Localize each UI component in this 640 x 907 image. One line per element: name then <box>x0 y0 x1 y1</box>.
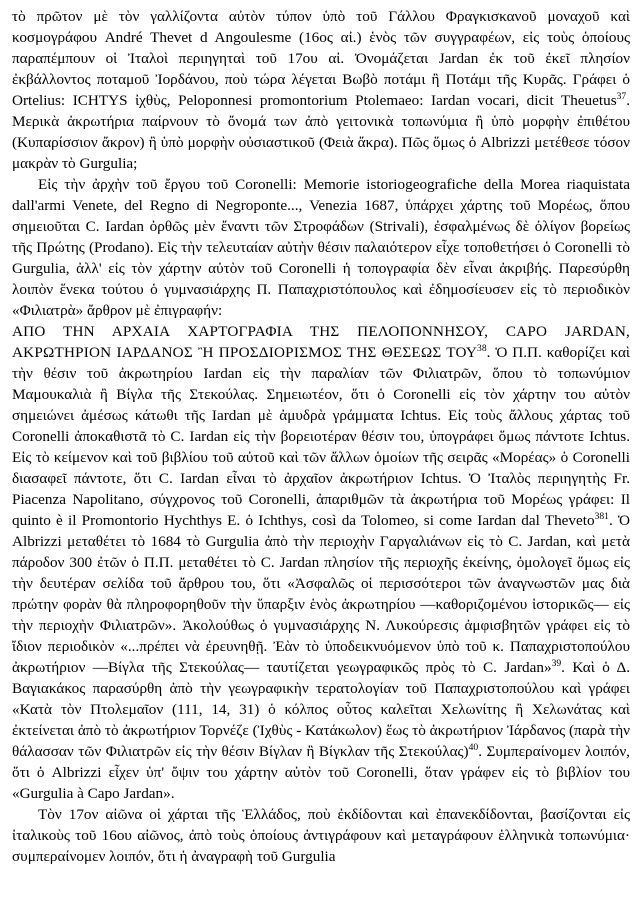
paragraph-1-text: τὸ πρῶτον μὲ τὸν γαλλίζοντα αὐτὸν τύπον ὑπὸ τοῦ Γάλλου Φραγκισκανοῦ μοναχοῦ καὶ κοσμογράφου André Thevet d Angoulesme (16ος αἰ.) ἑνὸς τῶν συγγραφέων, εἰς τοὺς ὁποίους παραπέμπουν οἱ Ἰταλοὶ περιηγηταὶ τοῦ 17ου αἰ. Ὀνομάζεται Jardan ἐκ τοῦ ἐκεῖ πλησίον ἐκβάλλοντος ποταμοῦ Ἰορδάνου, ποὺ τώρα λέγεται Βωβὸ ποτάμι ἢ Ποτάμι τῆς Κυρᾶς. Γράφει ὁ Ortelius: ICHTYS ἰχθὺς, Peloponnesi promontorium Ptolemaeo: Iardan vocari, dicit Theuetus <box>12 8 630 109</box>
paragraph-3 <box>12 321 630 804</box>
paragraph-2 <box>12 174 630 321</box>
footnote-marker-40: 40 <box>468 742 479 753</box>
paragraph-3-text-after: . Ὁ Π.Π. καθορίζει καὶ τὴν θέσιν τοῦ ἀκρωτηρίου Iardan εἰς τὴν παραλίαν τῶν Φιλιατρῶν, ὅπου τὸ τοπωνύμιον Μαμουκαλιὰ ἢ Βίγλα τῆς Στεκούλας. Σημειωτέον, ὅτι ὁ Coronelli εἰς τὸν χάρτην του αὐτὸν σημειώνει ἀμέσως κάτωθι τῆς Iardan μὲ ἀμυδρὰ γράμματα Ichtus. Εἰς τοὺς ἄλλους χάρτας τοῦ Coronelli ἀποκαθιστᾶ τὸ C. Iardan εἰς τὴν βορειοτέραν θέσιν του, ὑπογράφει ὅμως πάντοτε Ichtus. Εἰς τὸ κείμενον καὶ τοῦ βιβλίου τοῦ αὐτοῦ καὶ τῶν ἄλλων ὁμοίων τῆς σειρᾶς «Μορέας» ὁ Coronelli διασαφεῖ πάντοτε, ὅτι C. Iardan εἶναι τὸ ἀρχαῖον ἀκρωτήριον Ichtus. Ὁ Ἰταλὸς περιηγητὴς Fr. Piacenza Napolitano, σύγχρονος τοῦ Coronelli, ἀπαριθμῶν τὰ ἀκρωτήρια τοῦ Μορέως γράφει: Il quinto è il Promontorio Hychthys E. ὁ Ichthys, così da Tolomeo, si come Iardan dal Thevetο <box>12 344 631 529</box>
paragraph-3-text-after-3: . Καὶ ὁ Δ. Βαγιακάκος παρασύρθη ἀπὸ τὴν γεωγραφικὴν τερατολογίαν τοῦ Παπαχριστοπούλου καὶ γράφει «Κατὰ τὸν Πτολεμαῖον (111, 14, 31) ὁ κόλπος οὗτος καλεῖται Χελωνίτης ἢ Χελωνάτας καὶ ἐκτείνεται ἀπὸ τὸ ἀκρωτήριον Τορνέζε (Ἰχθὺς - Κατάκωλον) ἕως τὸ ἀκρωτήριον Ἰάρδανος (παρὰ τὴν θάλασσαν τῶν Φιλιατρῶν εἰς τὴν θέσιν Βίγλαν ἢ Βίγκλαν τῆς Στεκούλας) <box>12 659 631 760</box>
paragraph-2-text: Εἰς τὴν ἀρχὴν τοῦ ἔργου τοῦ Coronelli: Memorie istoriogeografiche della Morea riaquistata dall'armi Venete, del Regno di Negroponte..., Venezia 1687, ὑπάρχει χάρτης τοῦ Μορέως, ὅπου σημειοῦται C. Iardan ὀρθῶς μὲν ἔναντι τῶν Στροφάδων (Strivali), ἐσφαλμένως δὲ ὀλίγον βορείως τῆς Πρώτης (Prodano). Εἰς τὴν τελευταίαν αὐτὴν θέσιν παλαιότερον εἶχε τοποθετήσει ὁ Coronelli τὸ Gurgulia, ἀλλ' εἰς τὸν χάρτην αὐτὸν τοῦ Coronelli ἡ τοπογραφία δὲν εἶναι ἀκριβής. Παρεσύρθη λοιπὸν ἕνεκα τούτου ὁ γυμνασιάρχης Π. Παπαχριστόπουλος καὶ ἐδημοσίευσεν εἰς τὸ περιοδικὸν «Φιλιατρὰ» ἄρθρον μὲ ἐπιγραφήν: <box>12 176 630 319</box>
footnote-marker-39: 39 <box>551 658 562 669</box>
paragraph-3-text-after-2: . Ὁ Albrizzi μεταθέτει τὸ 1684 τὸ Gurgulia ἀπὸ τὴν περιοχὴν Γαργαλιάνων εἰς τὸ C. Jardan, καὶ μετὰ πάροδον 300 ἐτῶν ὁ Π.Π. μεταθέτει τὸ C. Jardan πλησίον τῆς περιοχῆς ἐκείνης, ὁμολογεῖ ὅμως εἰς τὴν δευτέραν σελίδα τοῦ ἄρθρου του, ὅτι «Ἀσφαλῶς οἱ περισσότεροι τῶν ἀναγνωστῶν μας διὰ πρώτην φορὰν θὰ πληροφορηθοῦν τὴν ὕπαρξιν ἑνὸς ἀκρωτηρίου —καθοριζομένου ἱστορικῶς— εἰς τὴν περιοχὴν Φιλιατρῶν». Ἀκολούθως ὁ γυμνασιάρχης Ν. Λυκούρεσις ἀμφισβητῶν γράφει εἰς τὸ ἴδιον περιοδικὸν «...πρέπει νὰ ἐρευνηθῇ. Ἐὰν τὸ ὑποδεικνυόμενον ὑπὸ τοῦ κ. Παπαχριστοπούλου ἀκρωτήριον —Βίγλα τῆς Στεκούλας— ταυτίζεται γεωγραφικῶς πρὸς τὸ C. Jardan» <box>12 512 630 676</box>
paragraph-4 <box>12 804 630 867</box>
footnote-marker-38: 38 <box>477 343 487 354</box>
paragraph-4-text: Τὸν 17ον αἰῶνα οἱ χάρται τῆς Ἑλλάδος, ποὺ ἐκδίδονται καὶ ἐπανεκδίδονται, βασίζονται εἰς ἰταλικοὺς τοῦ 16ου αἰῶνος, ἀπὸ τοὺς ὁποίους ἀντιγράφουν καὶ μεταγράφουν ἑλληνικὰ τοπωνύμια· συμπεραίνομεν λοιπόν, ὅτι ἡ ἀναγραφὴ τοῦ Gurgulia <box>12 806 630 865</box>
footnote-marker-37: 37 <box>616 91 627 102</box>
footnote-marker-38a: 381 <box>594 511 609 522</box>
paragraph-1 <box>12 6 630 174</box>
paragraph-1-text-after: . Μερικὰ ἀκρωτήρια παίρνουν τὸ ὄνομά των ἀπὸ γειτονικὰ τοπωνύμια ἢ ὑπὸ μορφὴν ἐπιθέτου (Κυπαρίσσιον ἄκρον) ἢ ὑπὸ μορφὴν οὐσιαστικοῦ (Φειὰ ἄκρα). Πῶς ὅμως ὁ Albrizzi μετέθεσε τόσον μακρὰν τὸ Gurgulia; <box>12 92 630 172</box>
article-title-caps: ΑΠΟ ΤΗΝ ΑΡΧΑΙΑ ΧΑΡΤΟΓΡΑΦΙΑ ΤΗΣ ΠΕΛΟΠΟΝΝΗΣΟΥ, CAPO JARDAN, ΑΚΡΩΤΗΡΙΟΝ ΙΑΡΔΑΝΟΣ Ἢ ΠΡΟΣΔΙΟΡΙΣΜΟΣ ΤΗΣ ΘΕΣΕΩΣ ΤΟΥ <box>12 323 630 361</box>
paragraph-3-text-after-4: . Συμπεραίνομεν λοιπόν, ὅτι ὁ Albrizzi εἶχεν ὑπ' ὄψιν του χάρτην αὐτὸν τοῦ Coronelli, ὅταν γράφεν εἰς τὸ βιβλίον του «Gurgulia à Capo Jardan». <box>12 743 630 802</box>
